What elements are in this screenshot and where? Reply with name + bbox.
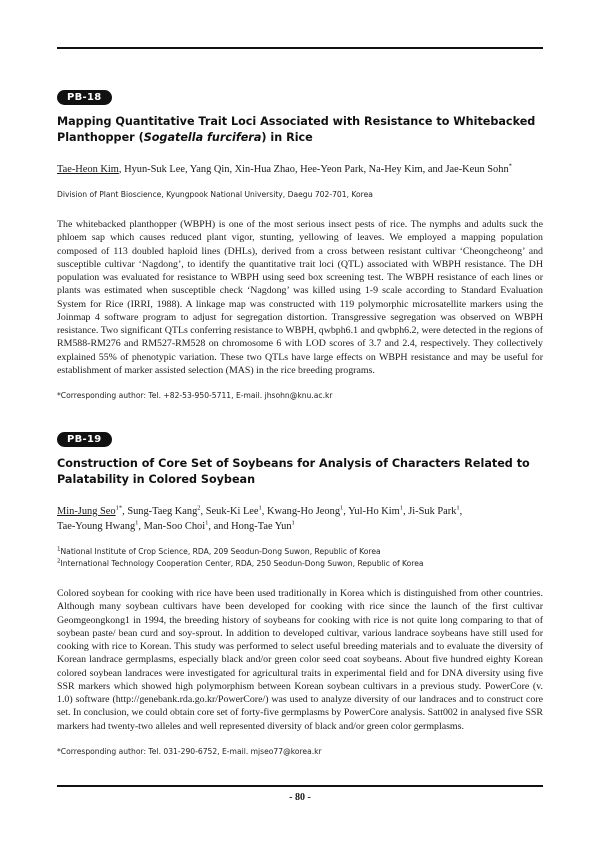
author-list: Tae-Heon Kim, Hyun-Suk Lee, Yang Qin, Xin-Hua Zhao, Hee-Yeon Park, Na-Hey Kim, and Jae-Keun Sohn* [57,162,512,175]
affiliation: $^1$National Institute of Crop Science, RDA, 209 Seodun-Dong Suwon, Republic of Korea [57,546,381,556]
author-name: Man-Soo Choi [143,521,206,532]
author-sup: 1 [258,504,262,512]
author-name: Sung-Taeg Kang [127,506,198,517]
abstract-id-badge: PB-19 [57,432,112,447]
author-sup: 1 [456,504,460,512]
bottom-rule [57,785,543,787]
author-name: Xin-Hua Zhao [234,164,295,175]
abstract-body: The whitebacked planthopper (WBPH) is one of the most serious insect pests of rice. The nymphs and adults suck the phloem sap which causes reduced plant vigor, stunting, yellowing of leaves. We employed a mapping population composed of 113 doubled haploid lines (DHLs), derived from a cross between resistant cultivar ‘Cheongcheong’ and susceptible cultivar ‘Nagdong’, to identify the quantitative trait loci (QTL) associated with WBPH resistance. The DH population was evaluated for resistance to WBPH using seed box screening test. The WBPH resistance of each lines or plants was estimated when susceptible check ‘Nagdong’ was killed using 1-9 scale according to Standard Evaluation System for Rice (IRRI, 1988). A linkage map was constructed with 119 polymorphic microsatellite markers using the Joinmap 4 software program to adjust for segregation distortion. Transgressive segregation was observed on WBPH resistance. Two significant QTLs conferring resistance to WBPH, qwbph6.1 and qwbph6.2, were detected in the regions of RM588-RM276 and RM527-RM528 on chromosome 6 with LOD scores of 3.7 and 2.4, respectively. They collectively explained 55% of phenotypic variation. These two QTLs have large effects on WBPH resistance and may be useful for establishment of marker assisted selection (MAS) in the rice breeding programs. [57,219,543,376]
author-name: Hyun-Suk Lee [124,164,185,175]
author-name: and Hong-Tae Yun [213,521,292,532]
abstract-pb18 [57,87,543,402]
author-name: Seuk-Ki Lee [205,506,259,517]
author-name: Tae-Young Hwang [57,521,136,532]
author-name: and Jae-Keun Sohn [427,164,509,175]
author-name: Tae-Heon Kim [57,164,119,175]
page-number: - 80 - [289,792,311,803]
author-name: Min-Jung Seo [57,506,116,517]
author-sup: 1 [399,504,403,512]
affiliation-list [57,546,543,570]
author-sup: 2 [197,504,201,512]
author-name: Yang Qin [189,164,230,175]
author-list: Min-Jung Seo$^{1*}$, Sung-Taeg Kang$^2$, Seuk-Ki Lee$^1$, Kwang-Ho Jeong$^1$, Yul-Ho Kim$^1$, Ji-Suk Park$^1$, Tae-Young Hwang$^1$, Man-Soo Choi$^1$, and Hong-Tae Yun$^1$ [57,504,463,532]
abstract-pb19 [57,429,543,758]
author-sup: 1 [291,519,295,527]
author-sup: 1 [135,519,139,527]
author-name: Ji-Suk Park [408,506,457,517]
author-sup: 1* [115,504,123,512]
top-rule [57,47,543,49]
corresponding-author: *Corresponding author: Tel. +82-53-950-5711, E-mail. jhsohn@knu.ac.kr [57,391,333,400]
author-name: Yul-Ho Kim [348,506,400,517]
author-name: Hee-Yeon Park [300,164,364,175]
author-sup: 1 [340,504,344,512]
affiliation: Division of Plant Bioscience, Kyungpook National University, Daegu 702-701, Korea [57,190,373,199]
author-sup: * [508,162,512,170]
author-name: Kwang-Ho Jeong [267,506,341,517]
affiliation: $^2$International Technology Cooperation Center, RDA, 250 Seodun-Dong Suwon, Republic of Korea [57,558,424,568]
abstract-body: Colored soybean for cooking with rice have been used traditionally in Korea which is distinguished from other countries. Although many soybean cultivars have been developed for cooking with rice since the launch of the first cultivar Geomgeongkong1 in 1994, the breeding history of soybeans for cooking with rice is not quite long comparing to that of soybean paste/ bean curd and soy-sprout. In addition to developed cultivar, various landrace soybeans have still used for cooking with rice to Korean. This study was performed to select useful breeding materials and to evaluate the diversity of Korean landrace germplasms, especially black and/or green color seed coat soybeans. About five hundred eighty Korean colored soybean landraces were investigated for agricultural traits in experimental field and for DNA diversity using five SSR markers which showed high polymorphism between Korean soybean cultivars in a previous study. PowerCore (v. 1.0) software (http://genebank.rda.go.kr/PowerCore/) was used to analyze diversity of our landraces and to construct core set. In conclusion, we could obtain core set of forty-five germplasms by PowerCore analysis. Satt002 in analysed five SSR markers had twenty-two alleles and well represented diversity of black and/or green color germplasms. [57,588,543,732]
corresponding-author: *Corresponding author: Tel. 031-290-6752, E-mail. mjseo77@korea.kr [57,746,322,756]
abstract-title: Mapping Quantitative Trait Loci Associated with Resistance to Whitebacked Planthopper (Sogatella furcifera) in Rice [57,115,536,144]
author-sup: 1 [205,519,209,527]
abstract-title: Construction of Core Set of Soybeans for Analysis of Characters Related to Palatability in Colored Soybean [57,457,530,486]
abstract-id-badge: PB-18 [57,90,112,105]
author-name: Na-Hey Kim [368,164,423,175]
